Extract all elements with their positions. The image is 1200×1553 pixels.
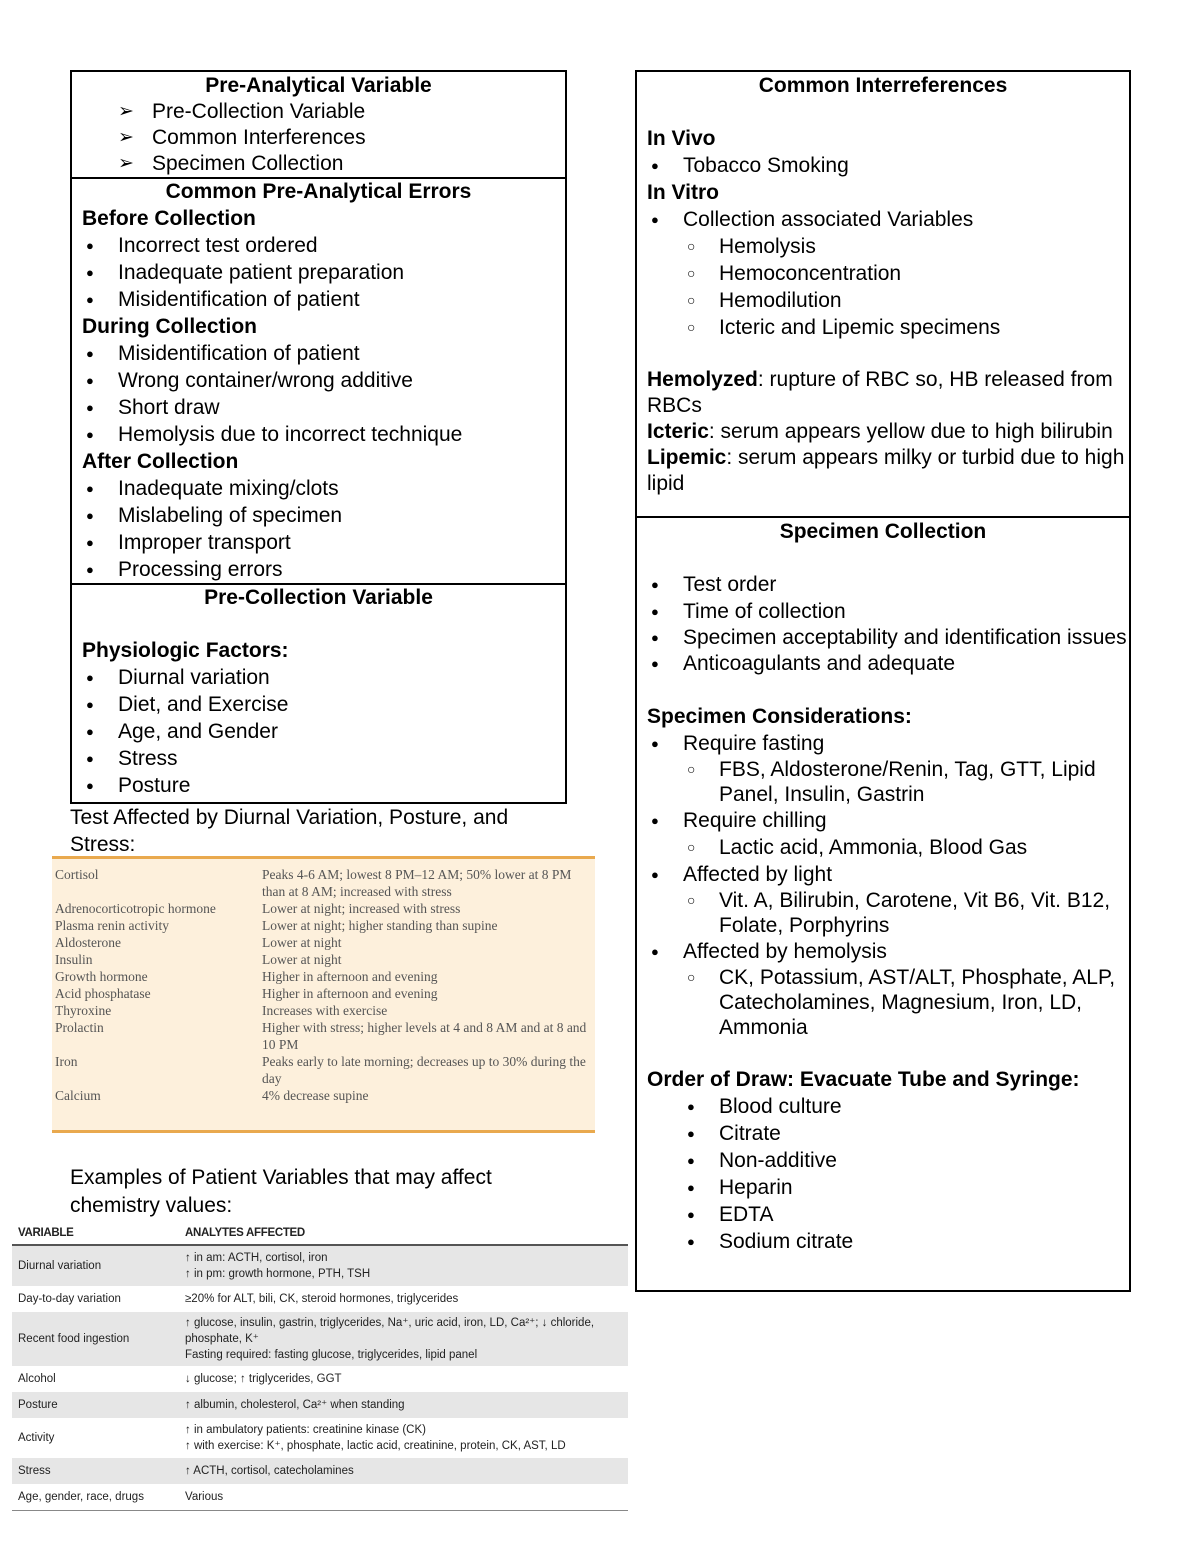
- list-item: ● EDTA: [683, 1201, 1129, 1228]
- consideration-label: Affected by hemolysis: [683, 940, 887, 963]
- consideration-sublist: [683, 757, 1129, 807]
- pre-analytical-title: Pre-Analytical Variable: [205, 74, 432, 97]
- test-name: Cortisol: [55, 867, 99, 882]
- list-item: ○ Lactic acid, Ammonia, Blood Gas: [683, 834, 1129, 861]
- collection-section: [637, 518, 1129, 1255]
- test-effect: Lower at night: [262, 935, 342, 950]
- list-item: ● Incorrect test ordered: [82, 232, 565, 259]
- list-item: ● Processing errors: [82, 556, 565, 583]
- variable-cell: Day-to-day variation: [18, 1293, 121, 1305]
- test-effect: Lower at night; higher standing than supine: [262, 918, 498, 933]
- list-item: ➢ Pre-Collection Variable: [72, 99, 565, 125]
- interferences-title: Common Interreferences: [758, 74, 1008, 97]
- table-row: [52, 968, 595, 985]
- definition-hemolyzed: [647, 367, 1129, 419]
- interferences-section: [637, 72, 1129, 518]
- test-effect: Higher with stress; higher levels at 4 and 8 AM and at 8 and 10 PM: [262, 1020, 587, 1052]
- precollection-title: Pre-Collection Variable: [204, 586, 433, 609]
- patient-caption: Examples of Patient Variables that may affect chemistry values:: [70, 1166, 492, 1217]
- errors-title: Common Pre-Analytical Errors: [165, 180, 472, 203]
- list-item: ➢ Common Interferences: [72, 125, 565, 151]
- table-row: [12, 1392, 628, 1418]
- list-item: ● Blood culture: [683, 1093, 1129, 1120]
- test-effect: Peaks early to late morning; decreases up to 30% during the day: [262, 1054, 586, 1086]
- variable-cell: Recent food ingestion: [18, 1333, 130, 1345]
- table-row: [52, 1053, 595, 1087]
- list-item: ● Specimen acceptability and identification issues: [647, 625, 1129, 650]
- table-row: [52, 1002, 595, 1019]
- list-item: ○ Hemodilution: [683, 287, 1129, 314]
- pre-analytical-overview: [72, 72, 565, 179]
- analyte-line: ↓ glucose; ↑ triglycerides, GGT: [185, 1373, 342, 1385]
- list-item: ● Stress: [82, 745, 565, 772]
- test-effect: Lower at night; increased with stress: [262, 901, 461, 916]
- physiologic-heading: Physiologic Factors:: [82, 639, 289, 662]
- list-item: ● Improper transport: [82, 529, 565, 556]
- test-effect: Peaks 4-6 AM; lowest 8 PM–12 AM; 50% lower at 8 PM than at 8 AM; increased with stress: [262, 867, 572, 899]
- analyte-line: ↑ in pm: growth hormone, PTH, TSH: [185, 1268, 371, 1280]
- analytes-cell: [185, 1397, 628, 1413]
- analytes-cell: [185, 1371, 628, 1387]
- analyte-line: ↑ ACTH, cortisol, catecholamines: [185, 1465, 354, 1477]
- definition-text: : serum appears yellow due to high bilirubin: [708, 420, 1113, 443]
- list-item: ○ FBS, Aldosterone/Renin, Tag, GTT, Lipid Panel, Insulin, Gastrin: [683, 757, 1129, 807]
- list-item: ○ Vit. A, Bilirubin, Carotene, Vit B6, Vit. B12, Folate, Porphyrins: [683, 888, 1129, 938]
- in-vitro-heading: In Vitro: [647, 181, 719, 204]
- list-item: ○ Hemolysis: [683, 233, 1129, 260]
- table-row: [52, 951, 595, 968]
- table-row: [12, 1458, 628, 1484]
- variable-cell: Age, gender, race, drugs: [18, 1491, 144, 1503]
- test-name: Acid phosphatase: [55, 986, 151, 1001]
- list-item: ● Test order: [647, 571, 1129, 598]
- considerations-heading: Specimen Considerations:: [647, 705, 912, 728]
- definition-lipemic: [647, 445, 1129, 497]
- list-item: ● Misidentification of patient: [82, 286, 565, 313]
- table-row: [12, 1418, 628, 1458]
- during-heading: During Collection: [82, 315, 257, 338]
- after-list: [82, 475, 565, 583]
- list-item: ● Citrate: [683, 1120, 1129, 1147]
- list-item: [647, 938, 1129, 1040]
- list-item: ○ Hemoconcentration: [683, 260, 1129, 287]
- list-item: ● Wrong container/wrong additive: [82, 367, 565, 394]
- list-item: ● Heparin: [683, 1174, 1129, 1201]
- right-box: [635, 70, 1131, 1292]
- before-list: [82, 232, 565, 313]
- list-item: ● Diet, and Exercise: [82, 691, 565, 718]
- table-row: [12, 1484, 628, 1510]
- test-name: Insulin: [55, 952, 93, 967]
- header-analytes: ANALYTES AFFECTED: [185, 1227, 305, 1239]
- analyte-line: ↑ albumin, cholesterol, Ca²⁺ when standing: [185, 1399, 405, 1411]
- list-item: ● Tobacco Smoking: [647, 152, 1129, 179]
- after-heading: After Collection: [82, 450, 239, 473]
- variable-cell: Diurnal variation: [18, 1260, 102, 1272]
- variable-cell: Stress: [18, 1465, 51, 1477]
- analytes-cell: [185, 1463, 628, 1479]
- variable-cell: Posture: [18, 1399, 58, 1411]
- definition-text: : rupture of RBC so, HB released from RBCs: [647, 368, 1113, 417]
- list-item: ● Collection associated Variables: [647, 206, 1129, 233]
- patient-variables-table: [12, 1222, 628, 1511]
- collection-list: [647, 571, 1129, 677]
- analytes-cell: [185, 1291, 628, 1307]
- list-item: ● Time of collection: [647, 598, 1129, 625]
- order-of-draw-heading: Order of Draw: Evacuate Tube and Syringe:: [647, 1068, 1080, 1091]
- definition-text: : serum appears milky or turbid due to high lipid: [647, 446, 1125, 495]
- consideration-label: Require chilling: [683, 809, 827, 832]
- in-vivo-list: [647, 152, 1129, 179]
- list-item: ● Short draw: [82, 394, 565, 421]
- test-effect: Lower at night: [262, 952, 342, 967]
- table-row: [52, 1019, 595, 1053]
- list-item: [647, 861, 1129, 938]
- considerations-list: [647, 730, 1129, 1040]
- definition-icteric: [647, 419, 1129, 445]
- test-effect: Higher in afternoon and evening: [262, 969, 438, 984]
- list-item: ● Sodium citrate: [683, 1228, 1129, 1255]
- analytes-cell: [185, 1422, 628, 1454]
- analytes-cell: [185, 1489, 628, 1505]
- in-vivo-heading: In Vivo: [647, 127, 716, 150]
- table-row: [52, 985, 595, 1002]
- table-row: [52, 866, 595, 900]
- analyte-line: ↑ in am: ACTH, cortisol, iron: [185, 1252, 328, 1264]
- list-item: ● Anticoagulants and adequate: [647, 650, 1129, 677]
- analyte-line: ≥20% for ALT, bili, CK, steroid hormones, triglycerides: [185, 1293, 459, 1305]
- table-row: [12, 1246, 628, 1286]
- precollection-section: [72, 585, 565, 799]
- table-row: [52, 917, 595, 934]
- test-name: Growth hormone: [55, 969, 148, 984]
- term: Lipemic: [647, 446, 727, 469]
- test-name: Aldosterone: [55, 935, 121, 950]
- list-item: ● Non-additive: [683, 1147, 1129, 1174]
- test-name: Prolactin: [55, 1020, 104, 1035]
- list-item: ● Inadequate mixing/clots: [82, 475, 565, 502]
- list-item: ○ Icteric and Lipemic specimens: [683, 314, 1129, 341]
- list-item: ● Hemolysis due to incorrect technique: [82, 421, 565, 448]
- test-name: Iron: [55, 1054, 78, 1069]
- term: Hemolyzed: [647, 368, 758, 391]
- variable-cell: Activity: [18, 1432, 55, 1444]
- diurnal-caption: Test Affected by Diurnal Variation, Posture, and Stress:: [70, 806, 509, 856]
- diurnal-table: [52, 856, 595, 1133]
- analytes-cell: [185, 1250, 628, 1282]
- header-variable: VARIABLE: [18, 1227, 74, 1239]
- in-vitro-sublist: [683, 233, 1129, 341]
- errors-section: [72, 179, 565, 585]
- physiologic-list: [82, 664, 565, 799]
- analyte-line: ↑ glucose, insulin, gastrin, triglycerides, Na⁺, uric acid, iron, LD, Ca²⁺; ↓ chloride, phosphate, K⁺: [185, 1317, 595, 1345]
- list-item: [647, 730, 1129, 807]
- overview-list: [72, 99, 565, 177]
- collection-title: Specimen Collection: [779, 520, 987, 543]
- analyte-line: Various: [185, 1491, 224, 1503]
- analyte-line: Fasting required: fasting glucose, triglycerides, lipid panel: [185, 1349, 478, 1361]
- list-item: ➢ Specimen Collection: [72, 151, 565, 177]
- order-of-draw-list: [683, 1093, 1129, 1255]
- table-row: [52, 1087, 595, 1104]
- table-row: [12, 1312, 628, 1366]
- analyte-line: ↑ with exercise: K⁺, phosphate, lactic acid, creatinine, protein, CK, AST, LD: [185, 1440, 566, 1452]
- test-effect: Higher in afternoon and evening: [262, 986, 438, 1001]
- consideration-label: Require fasting: [683, 732, 825, 755]
- consideration-sublist: [683, 888, 1129, 938]
- during-list: [82, 340, 565, 448]
- table-header: [12, 1222, 628, 1246]
- test-effect: 4% decrease supine: [262, 1088, 369, 1103]
- term: Icteric: [647, 420, 709, 443]
- list-item: ● Misidentification of patient: [82, 340, 565, 367]
- test-name: Adrenocorticotropic hormone: [55, 901, 216, 916]
- left-box: [70, 70, 567, 804]
- list-item: ○ CK, Potassium, AST/ALT, Phosphate, ALP, Catecholamines, Magnesium, Iron, LD, Ammonia: [683, 965, 1129, 1040]
- table-row: [12, 1286, 628, 1312]
- variable-cell: Alcohol: [18, 1373, 56, 1385]
- list-item: ● Age, and Gender: [82, 718, 565, 745]
- list-item: ● Inadequate patient preparation: [82, 259, 565, 286]
- list-item: [647, 807, 1129, 861]
- test-name: Calcium: [55, 1088, 101, 1103]
- test-name: Thyroxine: [55, 1003, 112, 1018]
- analyte-line: ↑ in ambulatory patients: creatinine kinase (CK): [185, 1424, 426, 1436]
- table-row: [52, 900, 595, 917]
- list-item: ● Mislabeling of specimen: [82, 502, 565, 529]
- in-vitro-list: [647, 206, 1129, 233]
- table-row: [52, 934, 595, 951]
- consideration-sublist: [683, 965, 1129, 1040]
- test-effect: Increases with exercise: [262, 1003, 388, 1018]
- before-heading: Before Collection: [82, 207, 256, 230]
- list-item: ● Posture: [82, 772, 565, 799]
- analytes-cell: [185, 1315, 628, 1363]
- table-row: [12, 1366, 628, 1392]
- list-item: ● Diurnal variation: [82, 664, 565, 691]
- test-name: Plasma renin activity: [55, 918, 169, 933]
- consideration-sublist: [683, 834, 1129, 861]
- consideration-label: Affected by light: [683, 863, 833, 886]
